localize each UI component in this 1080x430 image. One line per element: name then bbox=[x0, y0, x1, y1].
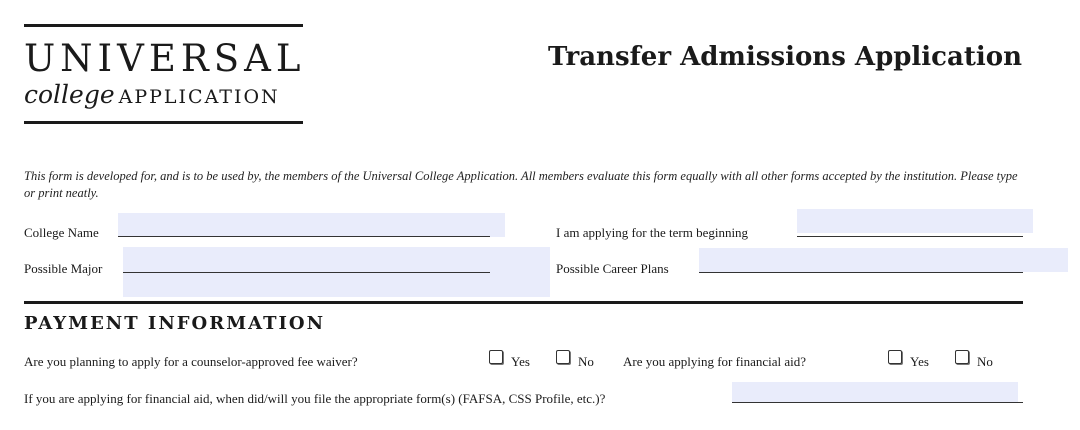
term-underline bbox=[797, 236, 1023, 237]
logo-top-rule bbox=[24, 24, 303, 27]
possible-major-label: Possible Major bbox=[24, 261, 103, 276]
financial-aid-question: Are you applying for financial aid? bbox=[623, 354, 807, 369]
logo-line-2 bbox=[24, 82, 303, 107]
section-divider bbox=[24, 301, 1023, 304]
term-label: I am applying for the term beginning bbox=[556, 225, 749, 240]
college-name-field[interactable] bbox=[118, 213, 505, 237]
term-field[interactable] bbox=[797, 209, 1033, 233]
intro-text: This form is developed for, and is to be used by, the members of the Universal College Application. All members evaluate this form equally with all other forms accepted by the institution. Please type or print neatly. bbox=[24, 169, 1018, 200]
career-plans-field[interactable] bbox=[699, 248, 1068, 272]
fee-waiver-yes-label: Yes bbox=[511, 354, 530, 369]
financial-aid-yes-label: Yes bbox=[910, 354, 929, 369]
fee-waiver-no-label: No bbox=[578, 354, 594, 369]
possible-major-underline bbox=[123, 272, 490, 273]
financial-aid-yes-checkbox[interactable] bbox=[888, 350, 902, 364]
payment-information-heading: PAYMENT INFORMATION bbox=[24, 313, 326, 334]
aid-filing-underline bbox=[732, 402, 1023, 403]
fee-waiver-question: Are you planning to apply for a counselor-approved fee waiver? bbox=[24, 354, 358, 369]
financial-aid-no-label: No bbox=[977, 354, 993, 369]
form-title: Transfer Admissions Application bbox=[548, 42, 1022, 72]
college-name-label: College Name bbox=[24, 225, 99, 240]
college-name-underline bbox=[118, 236, 490, 237]
fee-waiver-no-checkbox[interactable] bbox=[556, 350, 570, 364]
financial-aid-no-checkbox[interactable] bbox=[955, 350, 969, 364]
university-logo bbox=[24, 24, 306, 124]
fee-waiver-yes-checkbox[interactable] bbox=[489, 350, 503, 364]
logo-application-word: APPLICATION bbox=[118, 86, 280, 108]
aid-filing-field[interactable] bbox=[732, 382, 1018, 402]
logo-line-1: UNIVERSAL bbox=[24, 37, 306, 80]
career-plans-label: Possible Career Plans bbox=[556, 261, 669, 276]
aid-filing-question: If you are applying for financial aid, when did/will you file the appropriate form(s) (FAFSA, CSS Profile, etc.)? bbox=[24, 391, 606, 406]
logo-bottom-rule bbox=[24, 121, 303, 124]
career-plans-underline bbox=[699, 272, 1023, 273]
logo-college-word: college bbox=[24, 80, 115, 109]
